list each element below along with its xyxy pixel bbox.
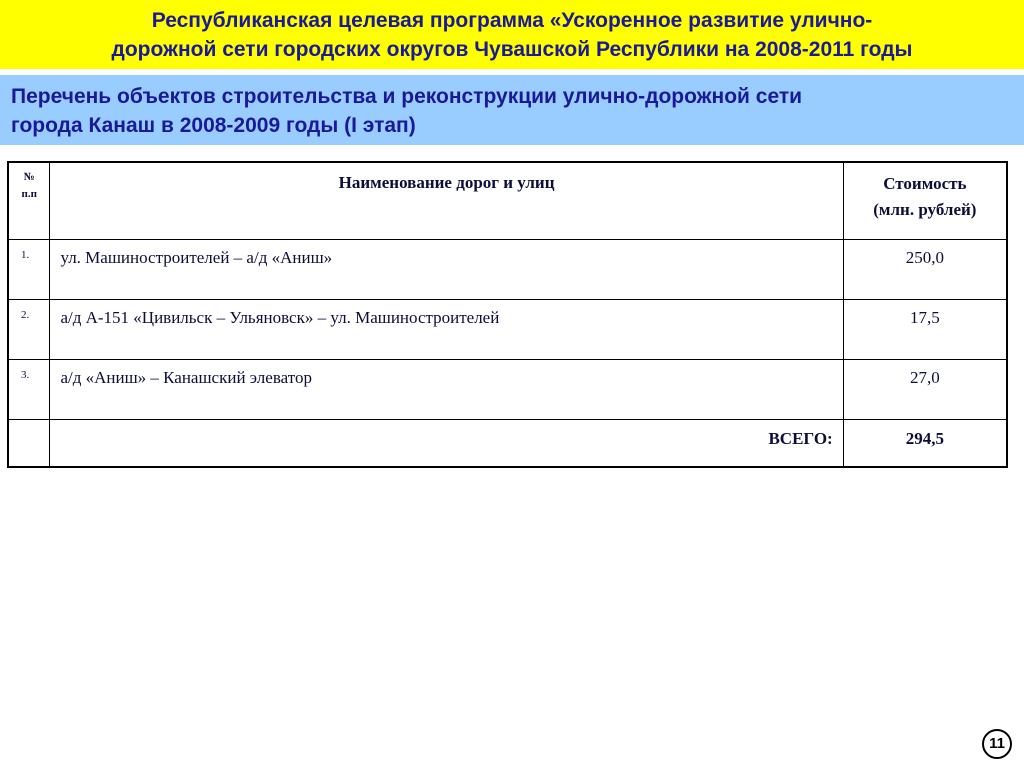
program-title-line-2: дорожной сети городских округов Чувашской Республики на 2008-2011 годы xyxy=(111,38,913,61)
program-title-line-1: Республиканская целевая программа «Ускоренное развитие улично- xyxy=(151,9,873,32)
column-header-cost xyxy=(843,162,1007,240)
table-row xyxy=(8,240,1007,300)
total-value: 294,5 xyxy=(843,420,1007,468)
road-name: а/д А-151 «Цивильск – Ульяновск» – ул. Машиностроителей xyxy=(50,300,843,360)
objects-table xyxy=(7,161,1008,468)
list-subtitle-line-1: Перечень объектов строительства и реконструкции улично-дорожной сети xyxy=(11,85,803,108)
column-header-name: Наименование дорог и улиц xyxy=(50,162,843,240)
program-title xyxy=(0,0,1024,69)
list-subtitle-line-2: города Канаш в 2008-2009 годы (I этап) xyxy=(11,114,416,137)
column-header-cost-line-2: (млн. рублей) xyxy=(873,200,977,219)
column-header-number-line-2: п.п xyxy=(21,188,37,200)
road-name: ул. Машиностроителей – а/д «Аниш» xyxy=(50,240,843,300)
row-number: 2. xyxy=(8,300,50,360)
total-empty-cell xyxy=(8,420,50,468)
row-number: 1. xyxy=(8,240,50,300)
road-cost: 17,5 xyxy=(843,300,1007,360)
row-number: 3. xyxy=(8,360,50,420)
road-cost: 27,0 xyxy=(843,360,1007,420)
road-cost: 250,0 xyxy=(843,240,1007,300)
table-row xyxy=(8,360,1007,420)
list-subtitle xyxy=(0,75,1024,145)
column-header-cost-line-1: Стоимость xyxy=(883,174,967,193)
total-label: ВСЕГО: xyxy=(50,420,843,468)
column-header-number-line-1: № xyxy=(23,171,35,183)
column-header-number xyxy=(8,162,50,240)
total-row xyxy=(8,420,1007,468)
table-row xyxy=(8,300,1007,360)
page-number-badge: 11 xyxy=(982,729,1012,759)
road-name: а/д «Аниш» – Канашский элеватор xyxy=(50,360,843,420)
table-header-row xyxy=(8,162,1007,240)
